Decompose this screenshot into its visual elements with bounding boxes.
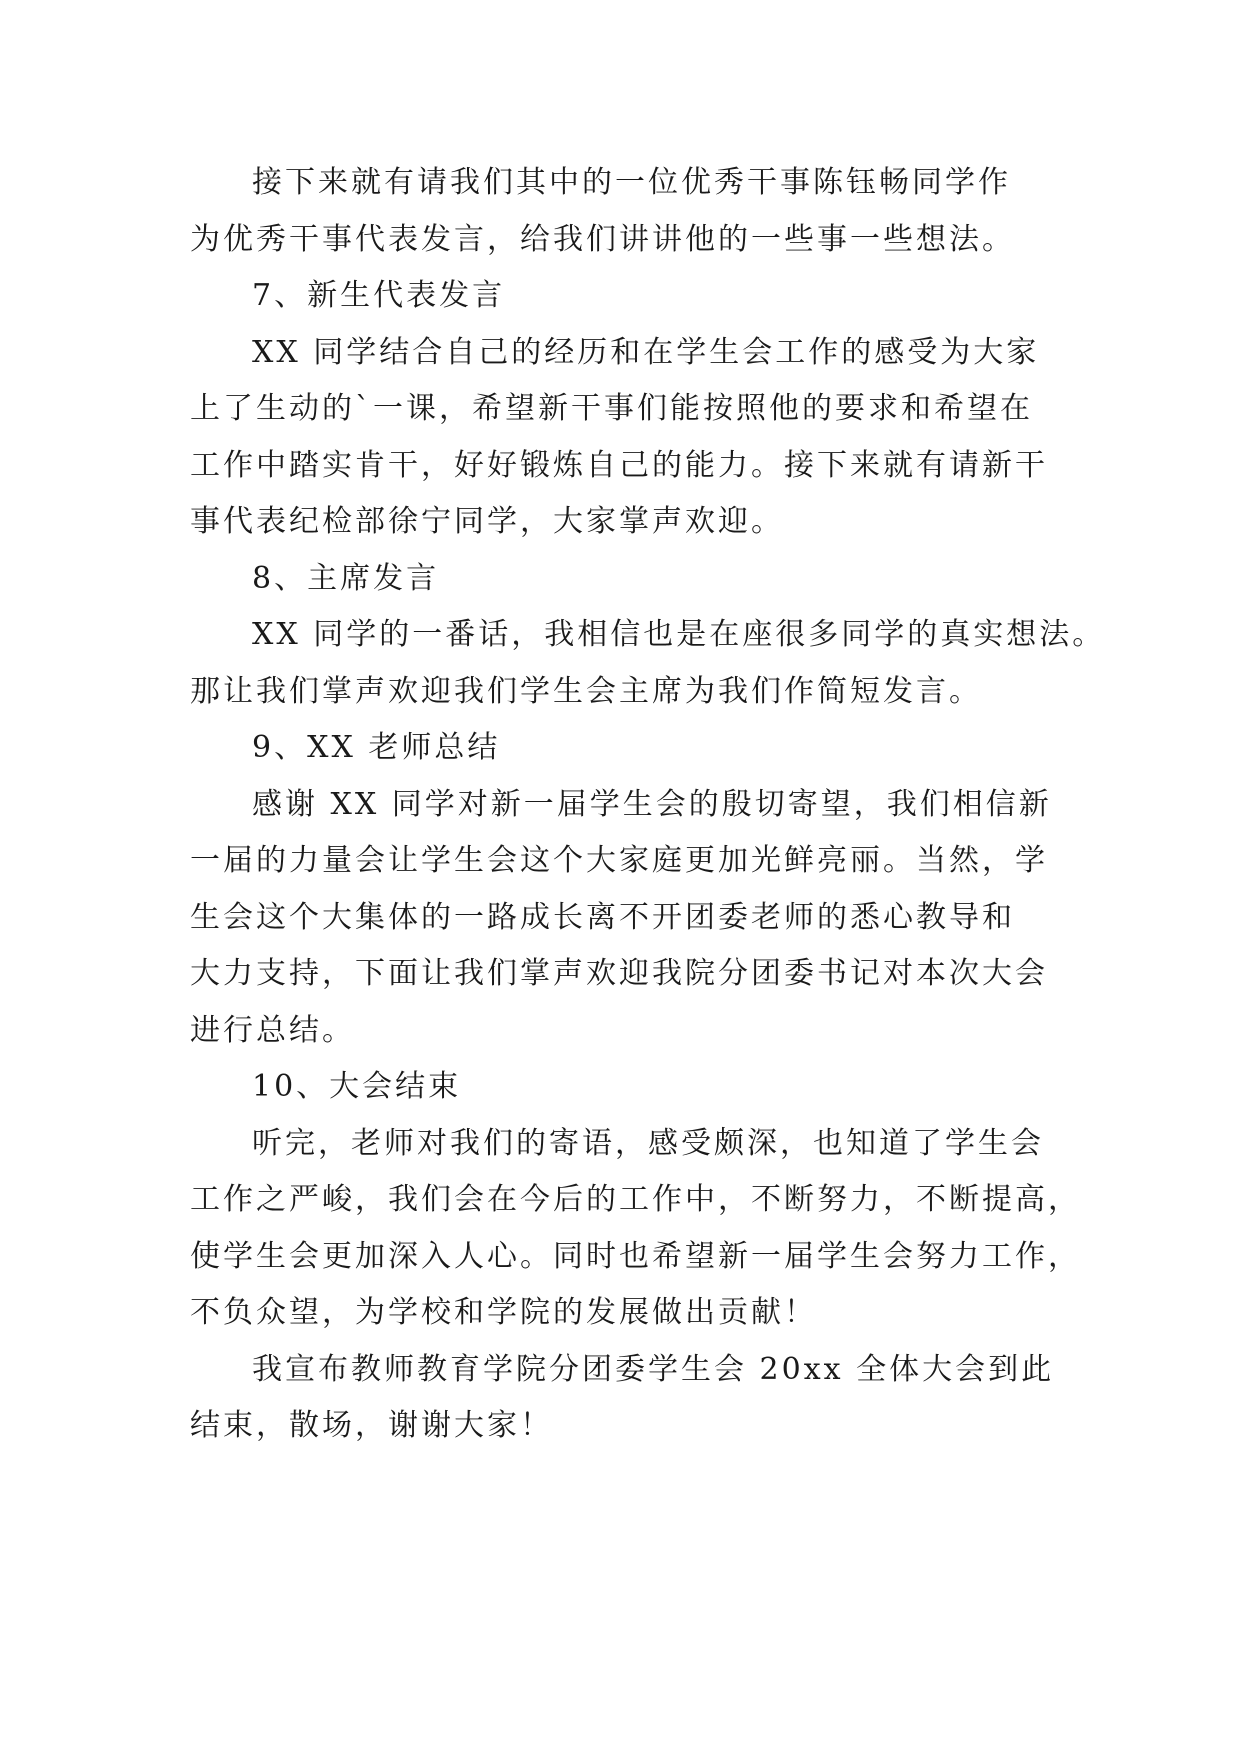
paragraph-line: 结束，散场，谢谢大家！: [190, 1408, 553, 1443]
paragraph-line: XX 同学的一番话，我相信也是在座很多同学的真实想法。: [252, 617, 1106, 652]
section-heading: 7、新生代表发言: [252, 278, 506, 313]
paragraph-line: 为优秀干事代表发言，给我们讲讲他的一些事一些想法。: [190, 221, 1015, 257]
document-body: [190, 155, 1106, 1455]
paragraph-line: 感谢 XX 同学对新一届学生会的殷切寄望，我们相信新: [252, 786, 1052, 822]
paragraph-line: 那让我们掌声欢迎我们学生会主席为我们作简短发言。: [190, 673, 982, 709]
paragraph-line: 上了生动的`一课，希望新干事们能按照他的要求和希望在: [190, 391, 1033, 426]
paragraph-line: 事代表纪检部徐宁同学，大家掌声欢迎。: [190, 504, 784, 539]
paragraph-line: 生会这个大集体的一路成长离不开团委老师的悉心教导和: [190, 899, 1015, 935]
paragraph-line: 大力支持，下面让我们掌声欢迎我院分团委书记对本次大会: [190, 956, 1048, 991]
paragraph-line: 一届的力量会让学生会这个大家庭更加光鲜亮丽。当然，学: [190, 843, 1048, 878]
paragraph-line: 听完，老师对我们的寄语，感受颇深，也知道了学生会: [252, 1125, 1044, 1161]
paragraph-line: 使学生会更加深入人心。同时也希望新一届学生会努力工作，: [190, 1238, 1081, 1274]
paragraph-line: XX 同学结合自己的经历和在学生会工作的感受为大家: [252, 334, 1040, 370]
paragraph-line: 工作中踏实肯干，好好锻炼自己的能力。接下来就有请新干: [190, 447, 1048, 483]
paragraph-line: 接下来就有请我们其中的一位优秀干事陈钰畅同学作: [252, 165, 1011, 200]
paragraph-line: 进行总结。: [190, 1012, 355, 1048]
paragraph-line: 不负众望，为学校和学院的发展做出贡献！: [190, 1295, 817, 1330]
section-heading: 8、主席发言: [252, 560, 440, 596]
section-heading: 9、XX 老师总结: [252, 730, 501, 765]
paragraph-line: 工作之严峻，我们会在今后的工作中，不断努力，不断提高，: [190, 1182, 1081, 1217]
section-heading: 10、大会结束: [252, 1069, 462, 1104]
paragraph-line: 我宣布教师教育学院分团委学生会 20xx 全体大会到此: [252, 1351, 1055, 1387]
